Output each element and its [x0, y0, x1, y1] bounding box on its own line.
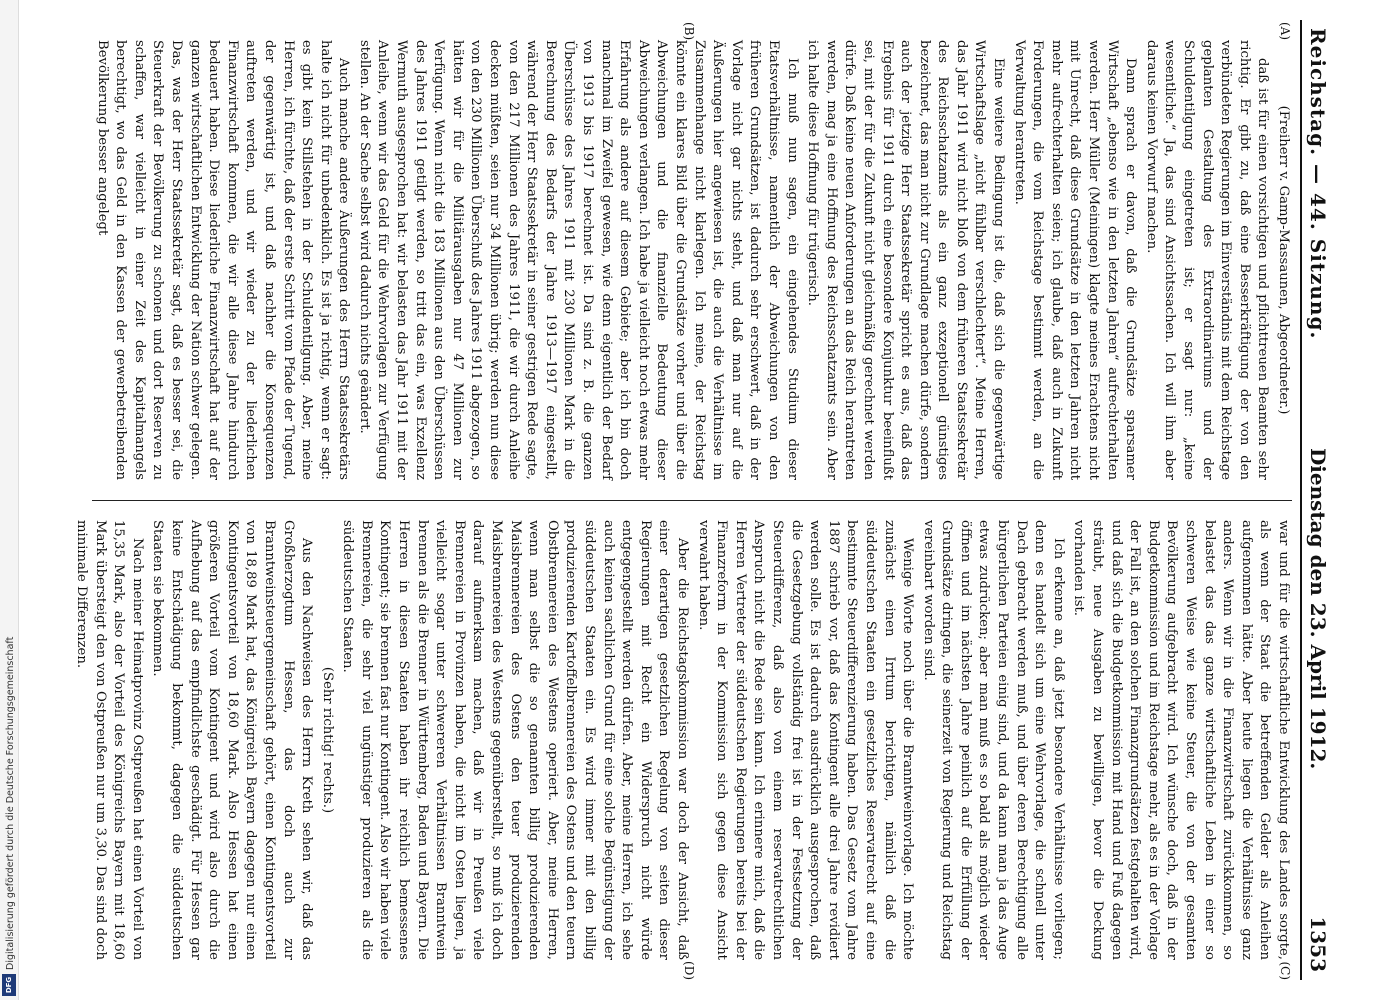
header-right [1306, 448, 1330, 972]
paragraph: war und für die wirtschaftliche Entwicklung des Landes sorgte, als wenn der Staat die betreffenden Gelder als Anleihen aufgenommen hätte. Aber heute liegen die Verhältnisse ganz anders. Wenn wir in die Finanzwirtschaft zurückkommen, so belastet das das ganze wirtschaftliche Leben in einer so schweren Weise wie keine Steuer, die von der gesamten Bevölkerung aufgebracht wird. Ich wünsche doch, daß in der Budgetkommission und im Reichstage mehr, als es in der Vorlage der Fall ist, an den solchen Finanzgrundsätzen festgehalten wird, und daß sich die Budgetkommission mit Hand und Fuß dagegen sträubt, neue Ausgaben zu bewilligen, bevor die Deckung vorhanden ist. [1071, 520, 1291, 960]
margin-marker-d: (D) [682, 961, 696, 980]
left-column [92, 40, 1292, 480]
paragraph: Aber die Reichstagskommission war doch der Ansicht, daß einer derartigen gesetzlichen Regelung von seiten dieser Regierungen mit Recht ein Widerspruch nicht würde entgegengestellt werden dürfen. Aber, meine Herren, ich sehe auch keinen sachlichen Grund für eine solche Begünstigung der süddeutschen Staaten ein. Es wird immer mit den billig produzierenden Kartoffelbrennereien des Ostens und den teuern Obstbrennereien des Westens operiert. Aber, meine Herren, wenn man selbst die so genannten billig produzierenden Maisbrennereien des Ostens den teuer produzierenden Maisbrennereien des Westens gegenüberstellt, so muß ich doch darauf aufmerksam machen, daß wir in Preußen viele Brennereien in Provinzen haben, die nicht im Osten liegen, ja vielleicht sogar unter schwereren Verhältnissen Branntwein brennen als die Brenner in Württemberg, Baden und Bayern. Die Herren in diesen Staaten haben ihr reichlich bemessenes Kontingent; sie brennen fast nur Kontingent. Also wir haben viele Brennereien, die sehr viel ungünstiger produzieren als die süddeutschen Staaten. [340, 520, 690, 960]
paragraph: Dann sprach er davon, daß die Grundsätze sparsamer Wirtschaft „ebenso wie in den letzten Jahren“ aufrechterhalten werden. Herr Müller (Meiningen) klagte meines Erachtens nicht mit Unrecht, daß diese Grundsätze in den letzten Jahren nicht mehr aufrechterhalten seien; ich glaube, daß auch in Zukunft Forderungen, die vom Reichstage bestimmt werden, an die Verwaltung herantreten. [1011, 40, 1139, 480]
margin-marker-c: (C) [1278, 961, 1292, 980]
paragraph: Eine weitere Bedingung ist die, daß sich die gegenwärtige Wirtschaftslage „nicht fühlbar verschlechtert“. Meine Herren, das Jahr 1911 wird nicht bloß von dem früheren Staatssekretär des Reichsschatzamts als ein ganz exzeptionell günstiges bezeichnet, das man nicht zur Grundlage machen dürfe, sondern auch der jetzige Herr Staatssekretär spricht es aus, daß das Ergebnis für 1911 durch eine besondere Konjunktur beeinflußt sei, mit der für die Zukunft nicht gleichmäßig gerechnet werden dürfe. Daß keine neuen Anforderungen an das Reich herantreten werden, mag ja eine Hoffnung des Reichsschatzamts sein. Aber ich halte diese Hoffnung für trügerisch. [805, 40, 1007, 480]
paragraph: Aus den Nachweisen des Herrn Kreth sehen wir, daß das Großherzogtum Hessen, das doch auch zur Branntweinsteuergemeinschaft gehört, einen Kontingentsvorteil von 18,89 Mark hat, das Königreich Bayern dagegen nur einen Kontingentsvorteil von 18,60 Mark. Also Hessen hat einen größeren Vorteil vom Kontingent und wird also durch die Aufhebung auf das empfindlichste geschädigt. Für Hessen gar keine Entschädigung bekommt, dagegen die süddeutschen Staaten sie bekommen. [150, 520, 315, 960]
paragraph: Wenige Worte noch über die Branntweinvorlage. Ich möchte zunächst einen Irrtum berichtigen, nämlich daß die süddeutschen Staaten ein gesetzliches Reservatrecht auf eine bestimmte Steuerdifferenzierung haben. Das Gesetz vom Jahre 1887 schrieb vor, daß das Kontingent alle drei Jahre revidiert werden solle. Es ist dadurch ausdrücklich ausgesprochen, daß die Gesetzgebung vollständig frei ist in der Festsetzung der Steuerdifferenz, daß also von einem reservatrechtlichen Anspruch nicht die Rede sein kann. Ich erinnere mich, daß die Herren Vertreter der süddeutschen Regierungen bereits bei der Finanzreform in der Kommission sich gegen diese Ansicht verwahrt haben. [695, 520, 916, 960]
interjection: (Sehr richtig! rechts.) [319, 666, 335, 814]
margin-marker-a: (A) [1278, 22, 1292, 41]
paragraph: Auch manche andere Äußerungen des Herrn Staatssekretärs halte ich nicht für unbedenklich. Es ist ja richtig, wenn er sagt: es gibt kein Stillstehen in der Schuldentilgung. Aber, meine Herren, ich fürchte, daß der erste Schritt vom Pfade der Tugend, der gegenwärtig ist, und daß nachher die Konsequenzen auftreten werden, und wir wieder zu der liederlichen Finanzwirtschaft kommen, die wir alle diese Jahre hindurch bedauert haben. Diese liederliche Finanzwirtschaft hat auf der ganzen wirtschaftlichen Entwicklung der Nation schwer gelegen. Das, was der Herr Staatssekretär sagt, daß es besser sei, die Steuerkraft der Bevölkerung zu schonen und dort Reserven zu schaffen, war vielleicht in einer Zeit des Kapitalmangels berechtigt, wo das Geld in den Kassen der gewerbetreibenden Bevölkerung besser angelegt [94, 40, 352, 480]
funding-credit: Digitalisierung gefördert durch die Deutsche Forschungsgemeinschaft [5, 636, 16, 970]
page-header [1300, 20, 1336, 980]
session-title: Reichstag. — 44. Sitzung. [1306, 28, 1330, 340]
page-number: 1353 [1306, 916, 1330, 972]
session-date: Dienstag den 23. April 1912. [1306, 447, 1330, 770]
paragraph: daß ist für einen vorsichtigen und pflichttreuen Beamten sehr richtig. Er gibt zu, daß eine Besserkräftigung der von den verbündeten Regierungen im Einverständnis mit dem Reichstage geplanten Gestaltung des Extraordinariums und der Schuldentilgung eingetreten ist; er sagt nur: „keine wesentliche.“ Ja, das sind Ansichtssachen. Ich will ihm aber daraus keinen Vorwurf machen. [1143, 40, 1271, 480]
dfg-logo-text: DFG [5, 976, 13, 994]
speaker-line: (Freiherr v. Gamp-Massaunen, Abgeordneter.) [1276, 105, 1291, 415]
margin-marker-b: (B) [682, 22, 696, 41]
credit-strip [0, 0, 19, 1000]
paragraph: Nach meiner Heimatprovinz Ostpreußen hat einen Vorteil von 15,35 Mark, also der Vorteil des Königreichs Bayern mit 18,60 Mark übersteigt den von Ostpreußen nur um 3,30. Das sind doch minimale Differenzen. [74, 520, 145, 960]
right-column [74, 520, 1292, 960]
newspaper-page [76, 20, 1336, 980]
paragraph: Ich erkenne an, daß jetzt besondere Verhältnisse vorliegen; denn es handelt sich um eine Wehrvorlage, die schnell unter Dach gebracht werden muß, und über deren Berechtigung alle bürgerlichen Parteien einig sind, und da kann man ja das Auge etwas zudrücken; aber man muß es so bald als möglich wieder öffnen und im nächsten Jahre peinlich auf die Erfüllung der Grundsätze dringen, die seinerzeit von Regierung und Reichstag vereinbart worden sind. [920, 520, 1066, 960]
paragraph: Ich muß nun sagen, ein eingehendes Studium dieser Etatsverhältnisse, namentlich der Abweichungen von den früheren Grundsätzen, ist dadurch sehr erschwert, daß in der Vorlage nicht gar nichts steht, und daß man nur auf die Äußerungen hier angewiesen ist, die auch die Verhältnisse im Zusammenhange nicht klarlegen. Ich meine, der Reichstag könnte ein klares Bild über die Grundsätze vorher und über die Abweichungen und die finanzielle Bedeutung dieser Abweichungen verlangen. Ich habe ja vielleicht noch etwas mehr Erfahrung als andere auf diesem Gebiete; aber ich bin doch manchmal im Zweifel gewesen, wie denn eigentlich der Bedarf von 1913 bis 1917 berechnet ist. Da sind z. B. die ganzen Überschüsse des Jahres 1911 mit 230 Millionen Mark in die Berechnung des Bedarfs der Jahre 1913—1917 eingestellt, während der Herr Staatssekretär in seiner gestrigen Rede sagte, von den 217 Millionen des Jahres 1911, die wir durch Anleihe decken müßten, seien nur 34 Millionen übrig; werden nun diese von den 230 Millionen Überschuß des Jahres 1911 abgezogen, so hätten wir für die Militärausgaben nur 47 Millionen zur Verfügung. Wenn nicht die 183 Millionen aus den Überschüssen des Jahres 1911 getilgt werden, so tritt das ein, was Exzellenz Wermuth ausgesprochen hat: wir belasten das Jahr 1911 mit der Anleihe, wenn wir das Geld für die Wehrvorlagen zur Verfügung stellen. An der Sache selbst wird dadurch nichts geändert. [356, 40, 800, 480]
dfg-logo-icon [2, 974, 16, 996]
column-divider [92, 500, 1292, 501]
